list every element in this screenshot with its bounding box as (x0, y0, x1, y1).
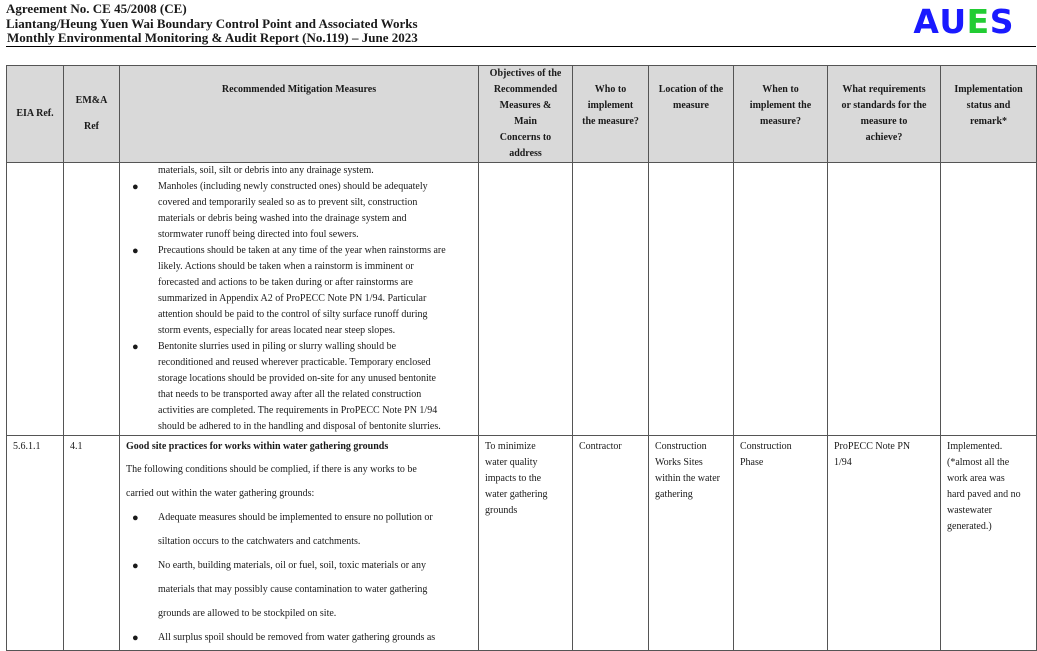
col-mitigation-measures: Recommended Mitigation Measures (120, 66, 479, 163)
eia-ref-cell: 5.6.1.1 (7, 436, 64, 651)
list-item: ● Bentonite slurries used in piling or slurry walling should be reconditioned and reused wherever practicable. Temporary enclosed storage locations should be provided on-site for any unused bentonite that needs to be transported away after all the related construction activities are completed. The requirements in ProPECC Note PN 1/94 should be adhered to in the handling and disposal of bentonite slurries. (132, 341, 441, 432)
list-item: ● Adequate measures should be implemented to ensure no pollution or siltation occurs to the catchwaters and catchments. (128, 506, 470, 554)
logo-letter: U (939, 2, 967, 41)
col-eia-ref: EIA Ref. (7, 66, 64, 163)
table-row (7, 163, 1037, 436)
agreement-number: Agreement No. CE 45/2008 (CE) (6, 1, 187, 16)
aues-logo (913, 4, 1014, 40)
bullet-icon: ● (132, 512, 139, 524)
who-cell: Contractor (573, 436, 649, 651)
project-title: Liantang/Heung Yuen Wai Boundary Control Point and Associated Works (6, 15, 418, 31)
bullet-icon: ● (132, 632, 139, 644)
report-title: Monthly Environmental Monitoring & Audit Report (No.119) – June 2023 (7, 30, 418, 45)
measures-cell (120, 436, 479, 651)
list-item: ● All surplus spoil should be removed from water gathering grounds as (128, 626, 470, 650)
col-requirements: What requirements or standards for the measure to achieve? (828, 66, 941, 163)
requirements-cell (828, 163, 941, 436)
col-status: Implementation status and remark* (941, 66, 1037, 163)
location-cell (649, 163, 734, 436)
col-ema-ref: EM&A Ref (64, 66, 120, 163)
header-divider (6, 46, 1036, 47)
col-location: Location of the measure (649, 66, 734, 163)
mitigation-measures-table (6, 65, 1037, 651)
when-cell: Construction Phase (734, 436, 828, 651)
report-header (6, 2, 1036, 47)
ema-ref-cell (64, 163, 120, 436)
logo-letter: A (913, 2, 940, 41)
list-item: ● Precautions should be taken at any time of the year when rainstorms are likely. Actions should be taken when a rainstorm is imminent or forecasted and actions to be taken during or after rainstorms are summarized in Appendix A2 of ProPECC Note PN 1/94. Particular attention should be paid to the control of silty surface runoff during storm events, especially for areas located near steep slopes. (132, 245, 446, 336)
col-objectives: Objectives of the Recommended Measures & Main Concerns to address (479, 66, 573, 163)
bullet-icon: ● (132, 245, 139, 257)
status-cell (941, 163, 1037, 436)
table-row (7, 436, 1037, 651)
col-when: When to implement the measure? (734, 66, 828, 163)
ema-ref-cell: 4.1 (64, 436, 120, 651)
status-cell: Implemented. (*almost all the work area was hard paved and no wastewater generated.) (941, 436, 1037, 651)
measure-title: Good site practices for works within water gathering grounds (126, 441, 389, 452)
measures-cell (120, 163, 479, 436)
logo-letter: S (989, 2, 1014, 41)
list-item: ● Manholes (including newly constructed ones) should be adequately covered and temporarily sealed so as to prevent silt, construction materials or debris being washed into the drainage system and stormwater runoff being directed into foul sewers. (132, 181, 428, 240)
continuation-text: materials, soil, silt or debris into any drainage system. (158, 165, 374, 176)
objectives-cell: To minimize water quality impacts to the water gathering grounds (479, 436, 573, 651)
list-item: ● No earth, building materials, oil or fuel, soil, toxic materials or any materials that may possibly cause contamination to water gathering grounds are allowed to be stockpiled on site. (128, 554, 470, 626)
eia-ref-cell (7, 163, 64, 436)
table-header-row (7, 66, 1037, 163)
bullet-icon: ● (132, 560, 139, 572)
bullet-icon: ● (132, 181, 139, 193)
col-who: Who to implement the measure? (573, 66, 649, 163)
when-cell (734, 163, 828, 436)
objectives-cell (479, 163, 573, 436)
bullet-icon: ● (132, 341, 139, 353)
measure-intro: The following conditions should be complied, if there is any works to be carried out within the water gathering grounds: (126, 464, 417, 499)
who-cell (573, 163, 649, 436)
location-cell: Construction Works Sites within the water gathering (649, 436, 734, 651)
requirements-cell: ProPECC Note PN 1/94 (828, 436, 941, 651)
logo-letter: E (966, 2, 990, 41)
